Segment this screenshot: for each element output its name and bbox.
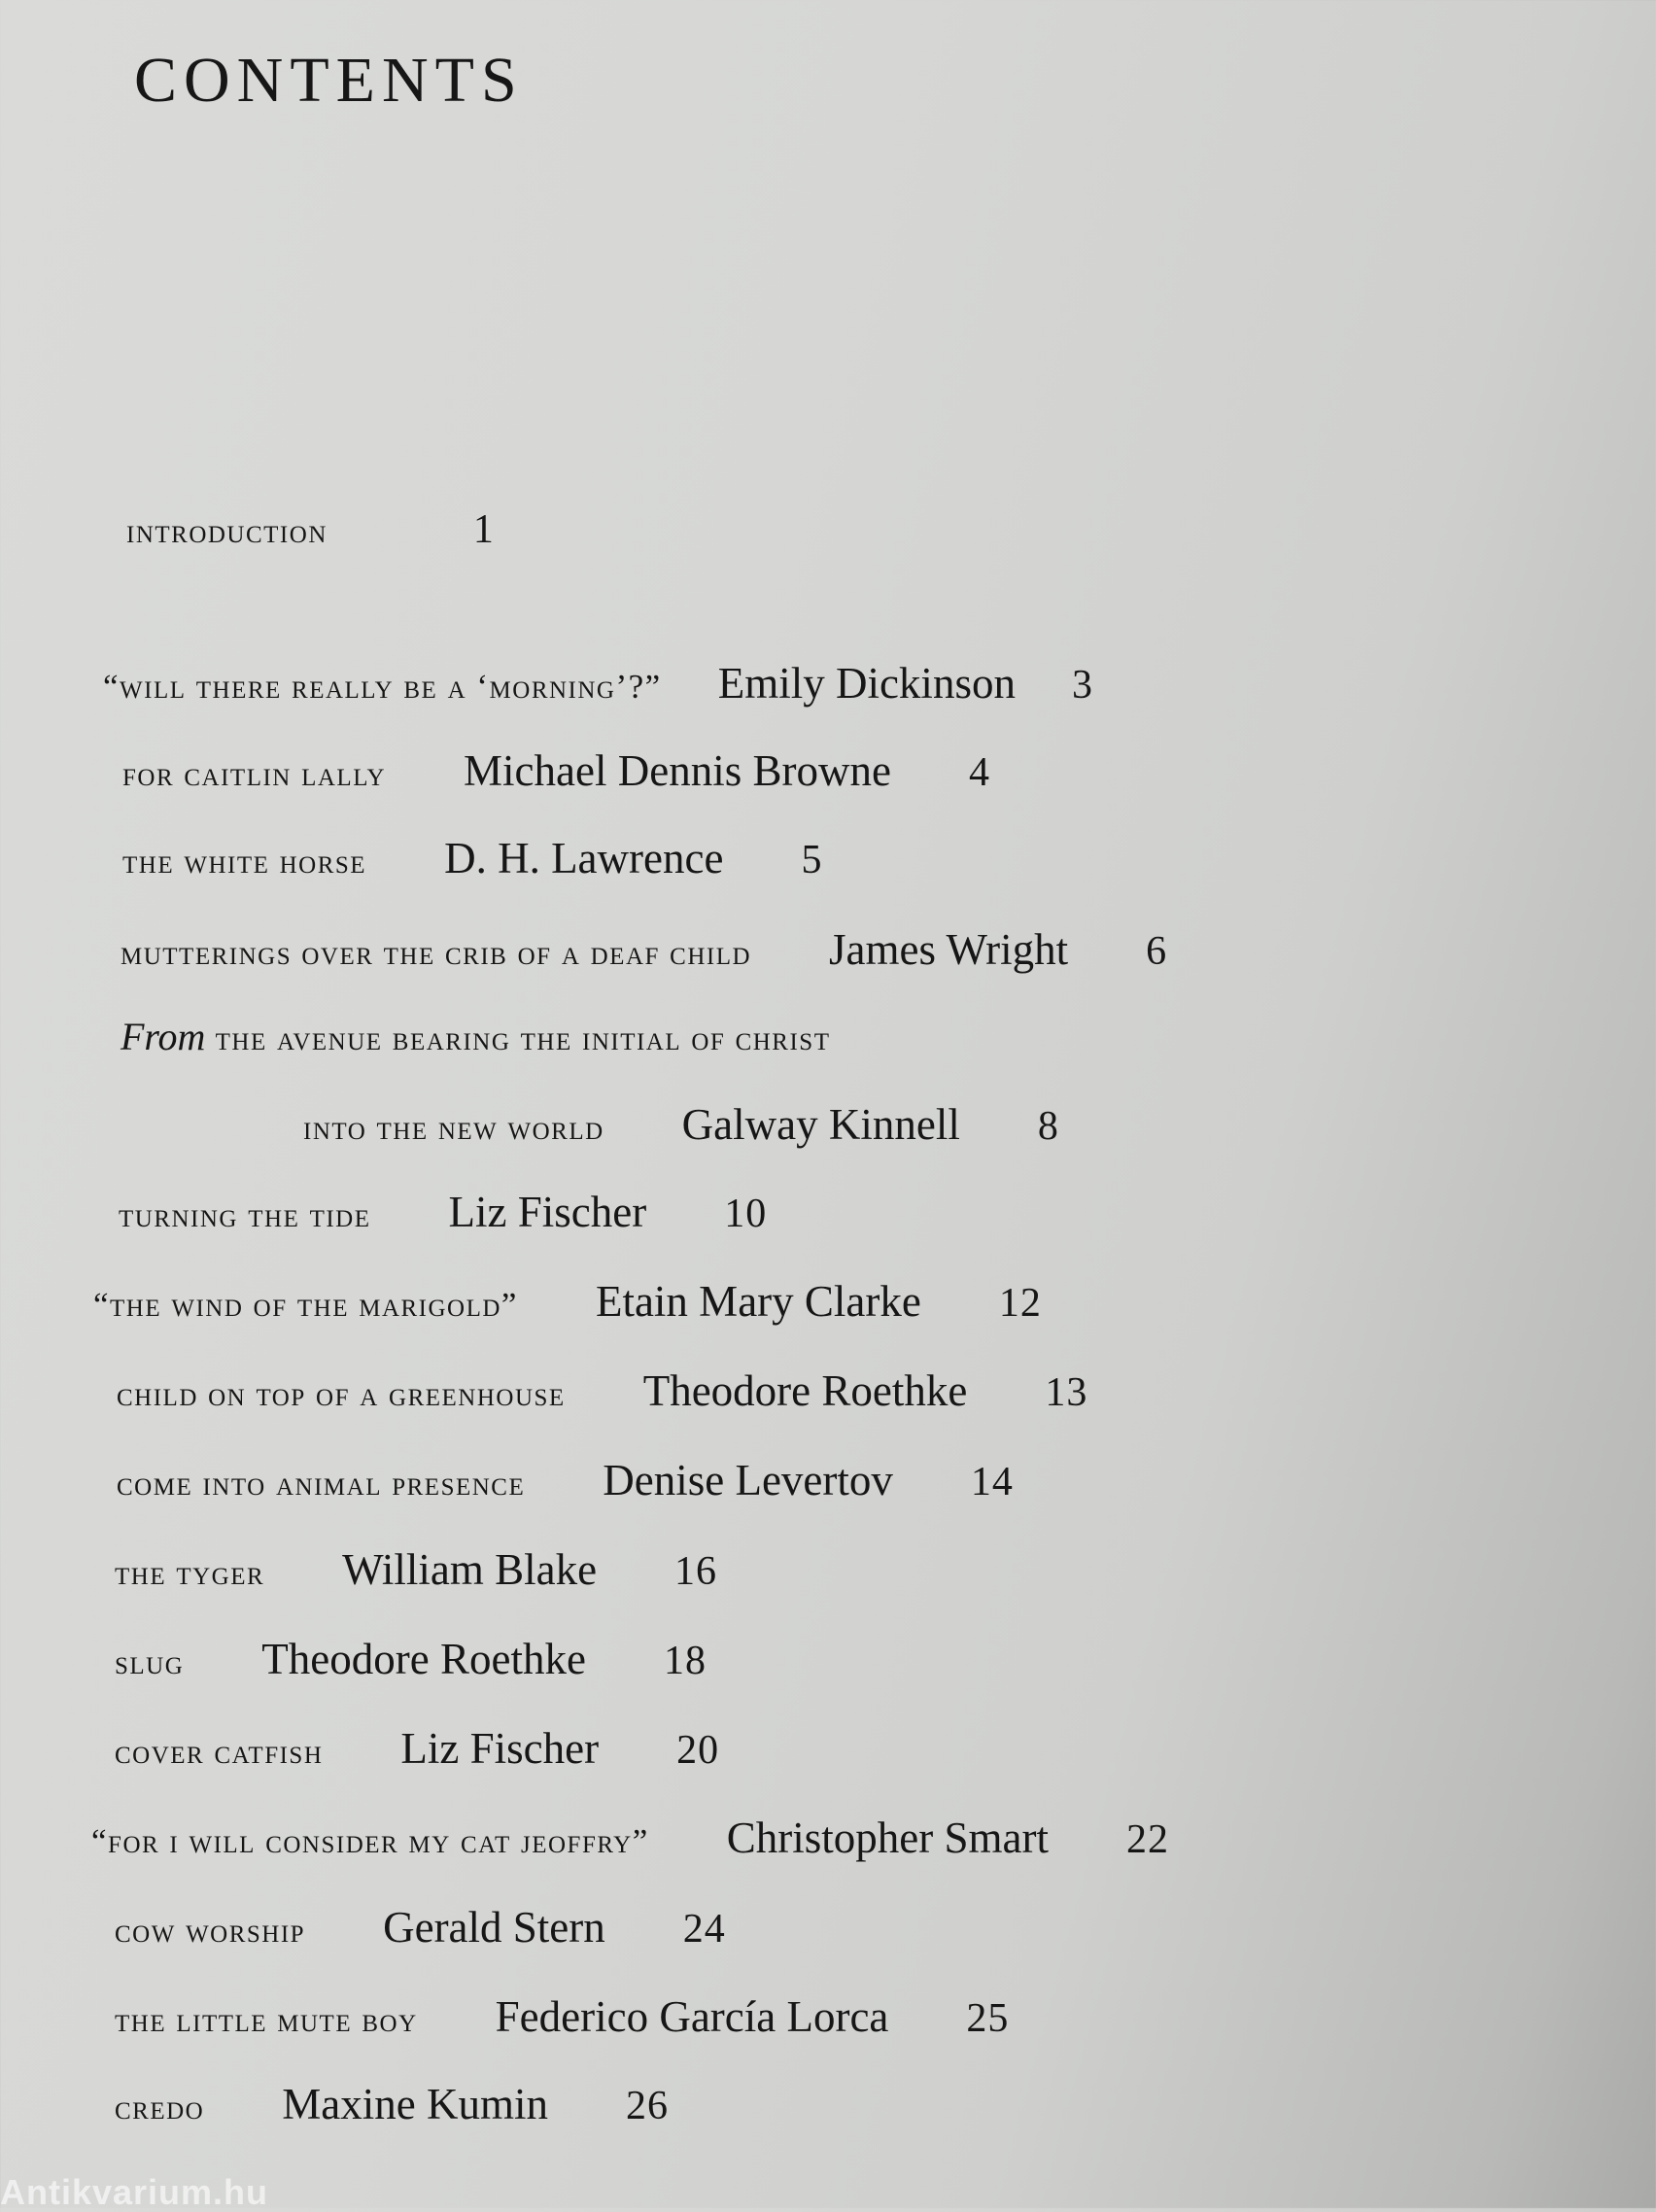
entry-page: 12 [998,1281,1042,1326]
entry-title-prefix: From [121,1015,206,1058]
entry-title: turning the tide [119,1196,371,1234]
entry-page: 25 [966,1996,1010,2041]
entry-author: Michael Dennis Browne [464,746,891,795]
entry-page: 13 [1045,1370,1088,1415]
entry-author: James Wright [829,925,1069,974]
entry-page: 4 [968,750,990,795]
toc-entry[interactable] [93,1267,1042,1335]
toc-entry[interactable] [117,1357,1087,1425]
toc-entry[interactable] [115,1536,717,1604]
toc-entry[interactable] [122,737,990,805]
toc-entry[interactable] [122,824,822,892]
toc-entry[interactable] [115,1714,719,1782]
entry-author: Federico García Lorca [495,1992,889,2041]
entry-title: the little mute boy [115,2001,418,2039]
entry-author: Liz Fischer [448,1188,647,1236]
entry-title-text: the avenue bearing the initial of christ [215,1020,831,1057]
entry-page: 18 [663,1639,707,1683]
toc-entry[interactable] [121,916,1167,984]
entry-author: Theodore Roethke [261,1635,586,1683]
entry-page: 1 [472,507,495,552]
entry-author: Liz Fischer [400,1724,600,1773]
toc-entry[interactable] [119,1178,767,1246]
entry-author: Galway Kinnell [681,1100,960,1149]
entry-title: child on top of a greenhouse [117,1375,566,1413]
entry-title: come into animal presence [117,1465,526,1503]
toc-entry[interactable] [115,2070,669,2138]
entry-title: introduction [126,512,328,550]
entry-title: “for i will consider my cat jeoffry” [91,1822,649,1860]
toc-entry[interactable] [103,649,1093,717]
entry-page: 10 [724,1192,768,1236]
entry-title: credo [115,2089,205,2126]
entry-author: Emily Dickinson [717,659,1016,708]
toc-entry[interactable] [115,1893,726,1961]
entry-title: mutterings over the crib of a deaf child [121,934,752,972]
toc-entry[interactable] [303,1090,1059,1158]
entry-title: for caitlin lally [122,755,387,793]
entry-page: 22 [1125,1817,1169,1862]
entry-author: Denise Levertov [603,1456,893,1504]
entry-author: Gerald Stern [383,1903,605,1952]
toc-entry[interactable] [115,1983,1009,2051]
entry-title: into the new world [303,1109,604,1147]
entry-page: 16 [674,1549,718,1594]
entry-page: 5 [801,838,823,882]
entry-page: 20 [676,1728,720,1773]
toc-entry-heading[interactable] [121,1003,830,1071]
entry-title: the white horse [122,843,367,881]
entry-title: cover catfish [115,1733,324,1771]
entry-author: Theodore Roethke [642,1366,968,1415]
page-title: CONTENTS [134,45,524,116]
entry-page: 6 [1146,929,1168,974]
entry-author: Christopher Smart [726,1814,1049,1862]
toc-entry-introduction[interactable] [126,496,495,564]
entry-title: “the wind of the marigold” [93,1286,518,1324]
entry-title: slug [115,1643,185,1681]
entry-page: 26 [625,2084,669,2128]
toc-entry[interactable] [91,1804,1169,1872]
entry-title: “will there really be a ‘morning’?” [103,668,662,706]
watermark: Antikvarium.hu [0,2172,269,2212]
entry-author: William Blake [342,1545,598,1594]
toc-entry[interactable] [115,1625,707,1693]
entry-page: 24 [682,1907,726,1952]
entry-title [121,1015,831,1058]
entry-title: cow worship [115,1912,306,1950]
entry-title: the tyger [115,1554,265,1592]
entry-author: Maxine Kumin [282,2080,548,2128]
entry-author: D. H. Lawrence [444,834,724,882]
toc-entry[interactable] [117,1446,1014,1514]
entry-page: 14 [970,1460,1014,1504]
entry-page: 8 [1037,1104,1059,1149]
entry-author: Etain Mary Clarke [595,1277,921,1326]
entry-page: 3 [1071,663,1093,708]
